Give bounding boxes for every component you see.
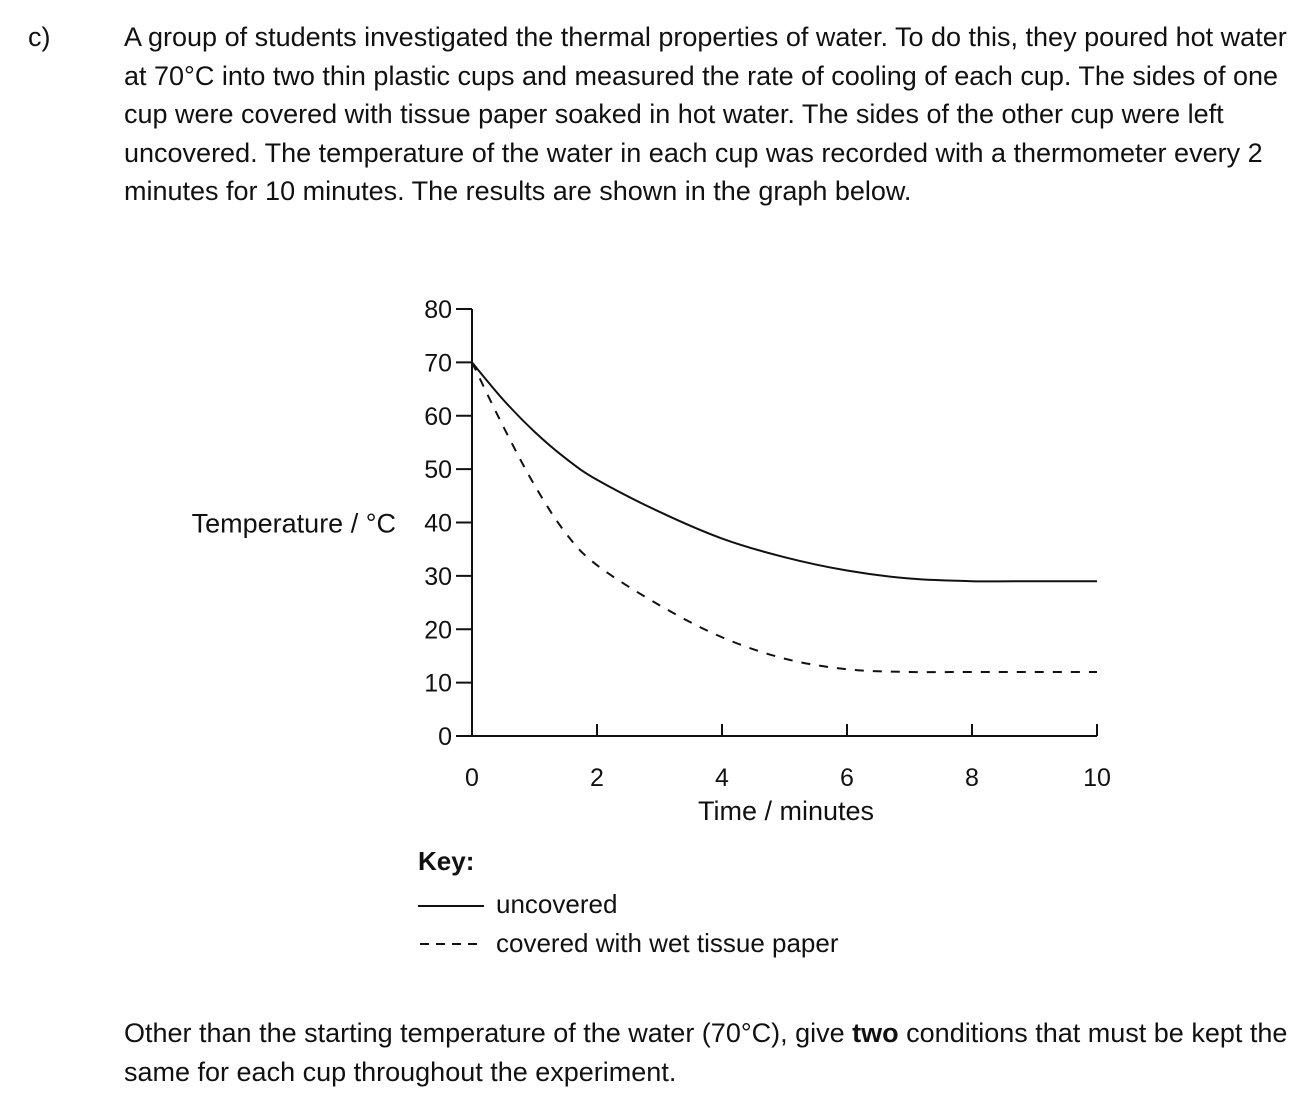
series-line-uncovered xyxy=(472,362,1097,581)
y-tick-label: 50 xyxy=(424,456,452,485)
question-label: c) xyxy=(28,22,51,52)
y-tick-label: 0 xyxy=(438,723,452,751)
x-tick-label: 4 xyxy=(715,764,729,792)
x-axis-ticks xyxy=(465,724,1111,792)
x-tick-label: 6 xyxy=(840,764,854,792)
x-tick-label: 10 xyxy=(1083,764,1111,792)
legend-label-covered: covered with wet tissue paper xyxy=(496,928,839,958)
y-axis-label: Temperature / °C xyxy=(191,508,396,539)
y-tick-label: 10 xyxy=(424,669,452,698)
y-tick-label: 20 xyxy=(424,616,452,645)
y-tick-label: 70 xyxy=(424,349,452,378)
series-lines xyxy=(472,362,1097,672)
closing-text-end: conditions that must be kept the same for each cup throughout the experiment. xyxy=(124,1018,1288,1087)
legend-title: Key: xyxy=(418,846,475,876)
y-tick-label: 30 xyxy=(424,562,452,591)
y-axis-ticks xyxy=(424,296,472,751)
x-tick-label: 8 xyxy=(965,764,979,792)
y-tick-label: 40 xyxy=(424,509,452,538)
question-intro: A group of students investigated the thermal properties of water. To do this, they poured hot water at 70°C into two thin plastic cups and measured the rate of cooling of each cup. The sides of one cup were covered with tissue paper soaked in hot water. The sides of the other cup were left uncovered. The temperature of the water in each cup was recorded with a thermometer every 2 minutes for 10 minutes. The results are shown in the graph below. xyxy=(124,22,1287,206)
closing-text-start: Other than the starting temperature of the water (70°C), give xyxy=(124,1018,853,1048)
x-axis-label: Time / minutes xyxy=(697,796,875,826)
series-line-covered xyxy=(472,362,1097,672)
x-tick-label: 0 xyxy=(465,764,479,792)
y-tick-label: 80 xyxy=(424,296,452,324)
question-closing xyxy=(124,1014,1294,1091)
legend-label-uncovered: uncovered xyxy=(496,889,618,919)
closing-emphasis: two xyxy=(852,1018,899,1048)
y-tick-label: 60 xyxy=(424,402,452,431)
x-tick-label: 2 xyxy=(590,764,604,792)
legend xyxy=(418,846,839,958)
